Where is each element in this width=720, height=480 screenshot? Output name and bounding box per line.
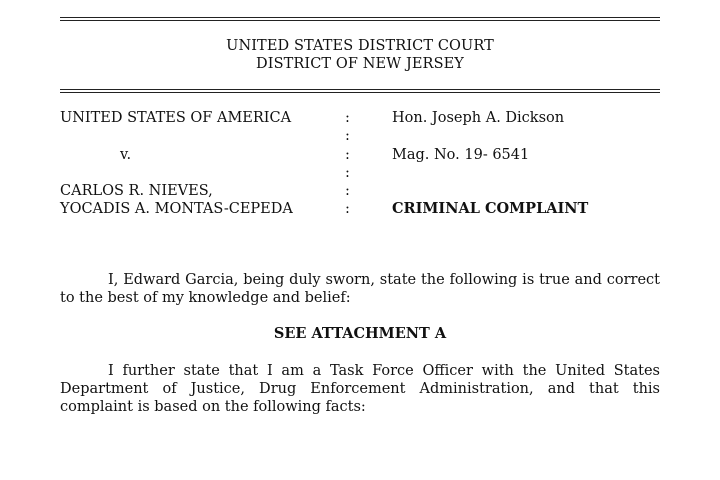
caption-colon: : — [345, 201, 350, 217]
paragraph-line: complaint is based on the following facts: — [60, 399, 366, 415]
paragraph-line: I, Edward Garcia, being duly sworn, state the following is true and correct — [108, 272, 660, 288]
plaintiff-name: UNITED STATES OF AMERICA — [60, 110, 292, 126]
caption-colon: : — [345, 165, 350, 181]
court-name: UNITED STATES DISTRICT COURT — [226, 38, 494, 54]
caption-colon: : — [345, 110, 350, 126]
defendant-name-1: CARLOS R. NIEVES, — [60, 183, 213, 199]
judge-name: Hon. Joseph A. Dickson — [392, 110, 565, 126]
caption-colon: : — [345, 128, 350, 144]
attachment-heading: SEE ATTACHMENT A — [273, 325, 447, 342]
caption-colon: : — [345, 183, 350, 199]
paragraph-line: to the best of my knowledge and belief: — [60, 290, 351, 306]
court-district: DISTRICT OF NEW JERSEY — [256, 56, 464, 72]
paragraph-line: I further state that I am a Task Force Officer with the United States — [108, 363, 660, 379]
officer-statement-paragraph — [60, 362, 660, 416]
defendant-name-2: YOCADIS A. MONTAS-CEPEDA — [60, 201, 293, 217]
document-type-title: CRIMINAL COMPLAINT — [392, 200, 589, 217]
top-double-rule — [60, 17, 660, 21]
paragraph-line: Department of Justice, Drug Enforcement Administration, and that this — [60, 381, 660, 397]
caption-colon: : — [345, 147, 350, 163]
sworn-statement-paragraph — [60, 271, 660, 307]
magistrate-number: Mag. No. 19- 6541 — [392, 147, 530, 163]
caption-double-rule — [60, 89, 660, 93]
versus-label: v. — [120, 147, 132, 163]
